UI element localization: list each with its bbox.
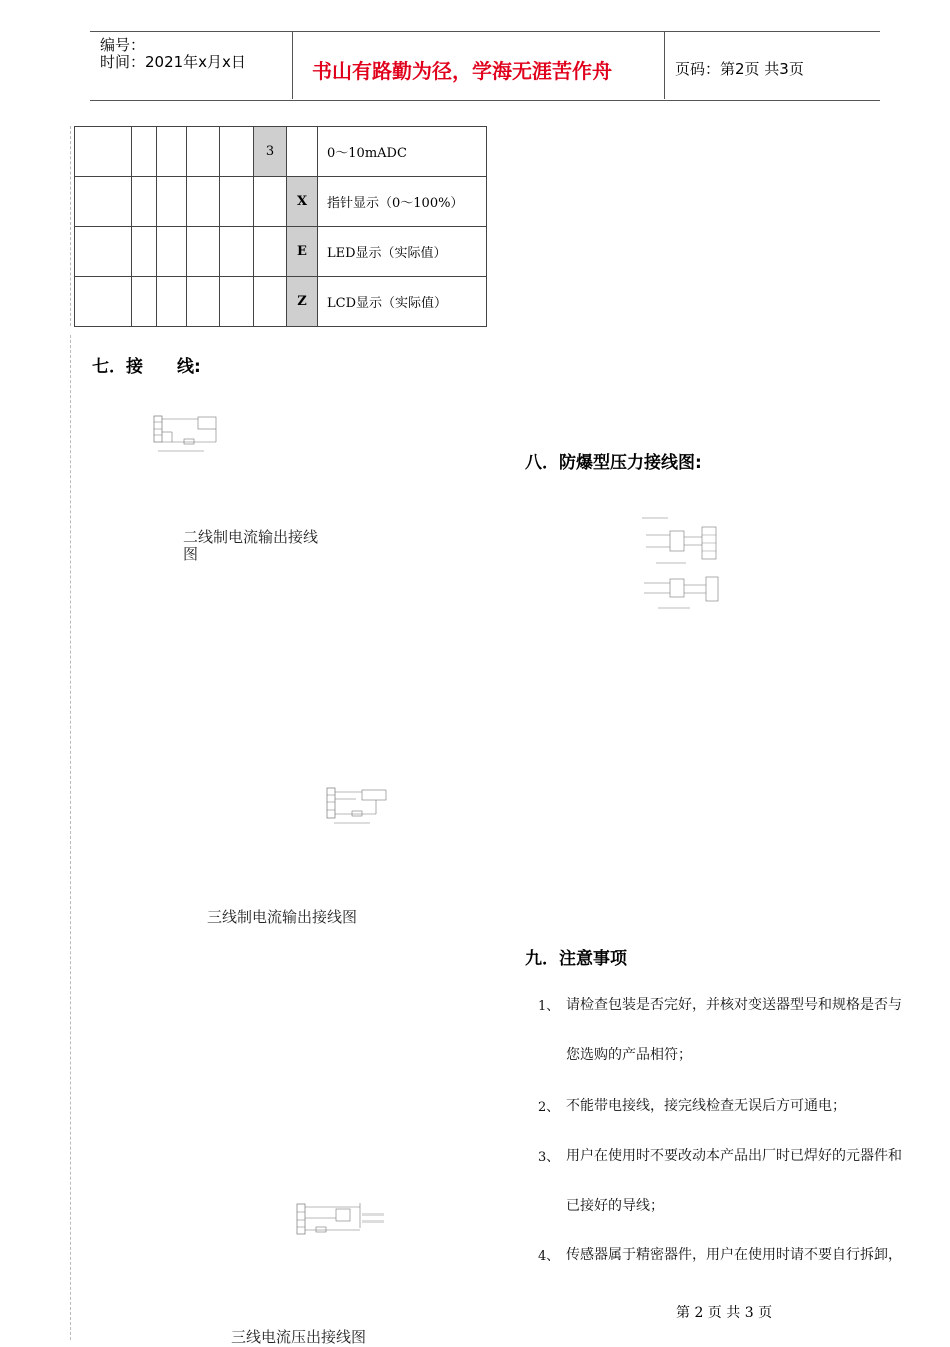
header-number-label: 编号： — [100, 36, 146, 54]
diagram-caption-two-wire-cont: 图 — [183, 545, 199, 563]
note-number: 1、 — [538, 999, 560, 1014]
header-time-label: 时间：2021年x月x日 — [100, 53, 246, 71]
section-9-title: 九．注意事项 — [525, 949, 627, 969]
header-page-label: 页码：第2页 共3页 — [675, 60, 804, 78]
header-divider — [664, 31, 665, 99]
explosion-proof-wiring-diagram — [640, 515, 730, 615]
diagram-caption-three-wire-current: 三线制电流输出接线图 — [207, 908, 358, 926]
header-divider — [292, 31, 293, 99]
table-row — [75, 177, 487, 227]
table-row — [75, 127, 487, 177]
two-wire-wiring-diagram — [148, 415, 220, 457]
diagram-caption-two-wire: 二线制电流输出接线 — [183, 528, 319, 546]
table-cell-desc: LED显示（实际值） — [318, 227, 487, 277]
table-cell-code: E — [287, 227, 318, 277]
three-wire-current-diagram — [326, 786, 392, 828]
diagram-caption-three-wire-voltage: 三线电流压出接线图 — [231, 1328, 367, 1346]
table-row — [75, 277, 487, 327]
table-cell-num: 3 — [254, 127, 287, 177]
spec-table — [74, 126, 487, 327]
note-item-text-cont: 您选购的产品相符； — [566, 1047, 692, 1063]
note-item-text: 请检查包装是否完好，并核对变送器型号和规格是否与 — [566, 997, 902, 1013]
section-8-title: 八．防爆型压力接线图: — [525, 453, 702, 473]
note-item-text: 传感器属于精密器件，用户在使用时请不要自行拆卸， — [566, 1247, 902, 1263]
margin-dashed-line — [70, 126, 71, 326]
note-item-text: 用户在使用时不要改动本产品出厂时已焊好的元器件和 — [566, 1148, 902, 1164]
table-cell-code: Z — [287, 277, 318, 327]
table-cell-desc: LCD显示（实际值） — [318, 277, 487, 327]
note-item-text-cont: 已接好的导线； — [566, 1198, 664, 1214]
table-row — [75, 227, 487, 277]
header-motto: 书山有路勤为径，学海无涯苦作舟 — [312, 59, 612, 83]
section-7-title: 七．接 线: — [92, 357, 201, 377]
page-footer-number: 第 2 页 共 3 页 — [676, 1305, 773, 1321]
table-cell-desc: 指针显示（0～100%） — [318, 177, 487, 227]
table-cell-desc: 0～10mADC — [318, 127, 487, 177]
note-item-text: 不能带电接线，接完线检查无误后方可通电； — [566, 1098, 846, 1114]
table-cell-code: X — [287, 177, 318, 227]
note-number: 4、 — [538, 1249, 560, 1264]
note-number: 2、 — [538, 1100, 560, 1115]
note-number: 3、 — [538, 1150, 560, 1165]
table-cell-code — [287, 127, 318, 177]
margin-dashed-line — [70, 335, 71, 1340]
three-wire-voltage-diagram — [296, 1200, 386, 1236]
